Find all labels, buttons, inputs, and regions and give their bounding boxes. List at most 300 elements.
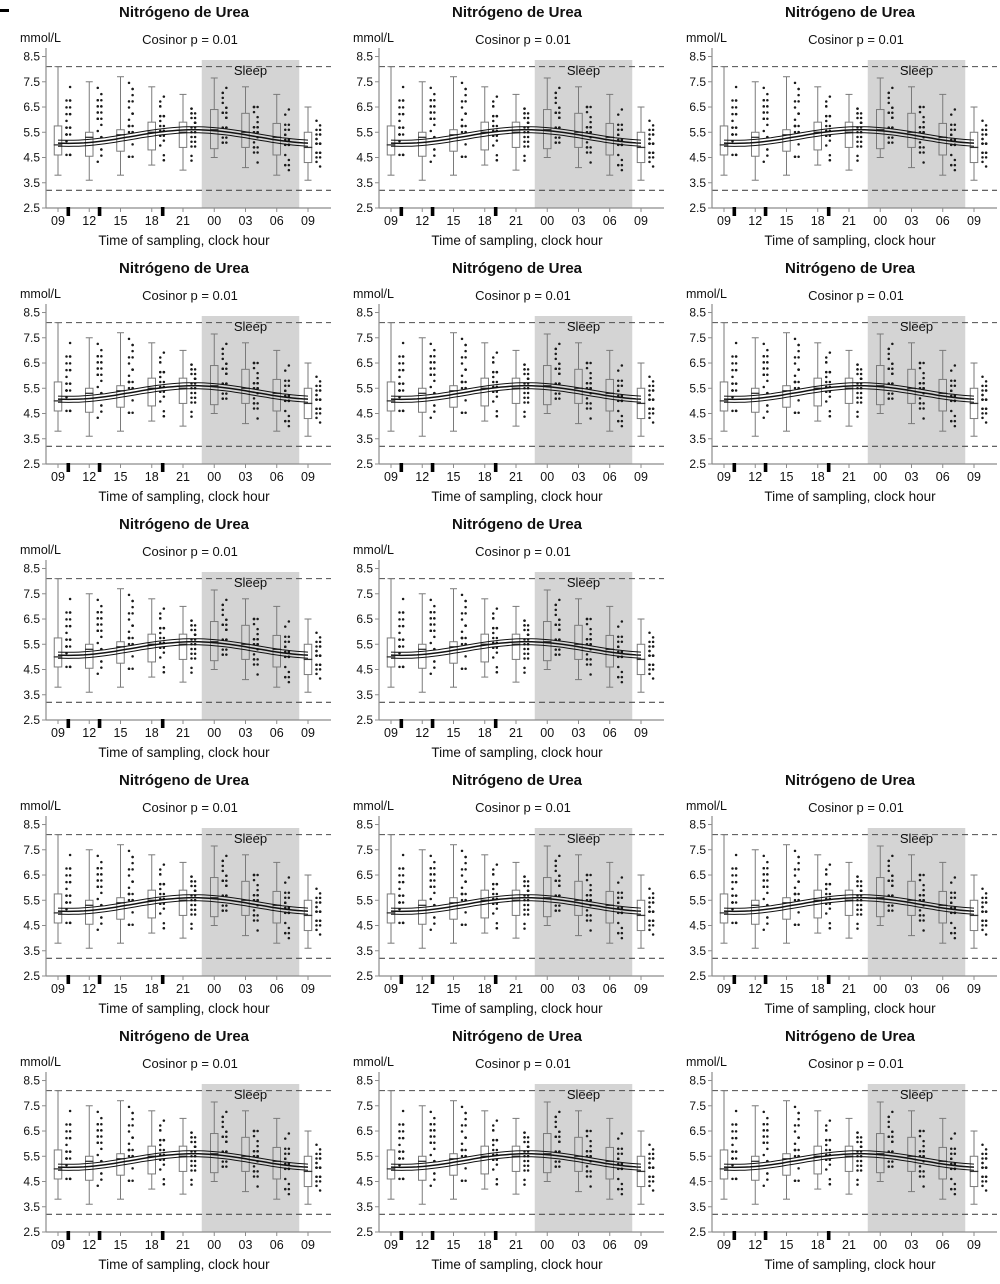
meal-mark [827, 207, 831, 216]
data-dot [829, 154, 832, 157]
data-dot [131, 143, 134, 146]
meal-mark [431, 719, 435, 728]
box [419, 1156, 427, 1180]
data-dot [256, 638, 259, 641]
chart-urea [666, 768, 999, 1024]
x-tick-label: 06 [602, 470, 617, 484]
data-dot [433, 861, 436, 864]
data-dot [652, 933, 655, 936]
data-dot [319, 910, 322, 913]
y-tick-label: 4.5 [23, 918, 40, 933]
data-dot [319, 389, 322, 392]
panel-title: Nitrógeno de Urea [784, 260, 916, 277]
data-dot [558, 884, 561, 887]
y-tick-label: 2.5 [356, 969, 373, 983]
chart-urea [333, 256, 666, 512]
data-dot [65, 120, 68, 123]
meal-mark [431, 207, 435, 216]
data-dot [225, 904, 228, 907]
data-dot [652, 924, 655, 927]
data-dot [981, 901, 984, 904]
data-dot [617, 384, 620, 387]
x-tick-label: 21 [509, 470, 523, 484]
data-dot [527, 396, 530, 399]
data-dot [190, 145, 193, 148]
data-dot [65, 638, 68, 641]
data-dot [430, 867, 433, 870]
data-dot [919, 111, 922, 114]
data-dot [430, 855, 433, 858]
data-dot [589, 121, 592, 124]
data-dot [523, 411, 526, 414]
data-dot [652, 398, 655, 401]
data-dot [284, 1188, 287, 1191]
data-dot [315, 142, 318, 145]
y-tick-label: 4.5 [689, 406, 706, 421]
unit-label: mmol/L [20, 287, 61, 301]
x-tick-label: 12 [748, 470, 763, 484]
data-dot [492, 888, 495, 891]
data-dot [888, 865, 891, 868]
data-dot [954, 1152, 957, 1155]
data-dot [65, 888, 68, 891]
data-dot [190, 112, 193, 115]
y-tick-label: 2.5 [23, 1225, 40, 1239]
data-dot [97, 673, 100, 676]
data-dot [617, 113, 620, 116]
data-dot [825, 1168, 828, 1171]
data-dot [589, 1185, 592, 1188]
data-dot [225, 884, 228, 887]
data-dot [555, 102, 558, 105]
data-dot [731, 1144, 734, 1147]
data-dot [981, 1153, 984, 1156]
data-dot [558, 392, 561, 395]
data-dot [888, 136, 891, 139]
data-dot [794, 893, 797, 896]
data-dot [163, 381, 166, 384]
data-dot [430, 87, 433, 90]
dot-column [856, 107, 862, 162]
data-dot [100, 148, 103, 151]
data-dot [621, 876, 624, 879]
data-dot [190, 107, 193, 110]
data-dot [856, 885, 859, 888]
data-dot [731, 133, 734, 136]
x-tick-label: 09 [717, 982, 731, 996]
data-dot [922, 146, 925, 149]
x-axis-title: Time of sampling, clock hour [98, 1001, 270, 1016]
data-dot [617, 1188, 620, 1191]
data-dot [954, 896, 957, 899]
data-dot [190, 155, 193, 158]
panel-urea [333, 256, 666, 517]
data-dot [65, 1178, 68, 1181]
data-dot [100, 117, 103, 120]
box [845, 890, 853, 915]
data-dot [735, 342, 738, 345]
data-dot [100, 1123, 103, 1126]
data-dot [225, 343, 228, 346]
data-dot [523, 629, 526, 632]
data-dot [589, 618, 592, 621]
data-dot [496, 671, 499, 674]
data-dot [433, 605, 436, 608]
data-dot [433, 1135, 436, 1138]
data-dot [766, 1135, 769, 1138]
data-dot [256, 106, 259, 109]
data-dot [985, 408, 988, 411]
data-dot [860, 392, 863, 395]
data-dot [131, 637, 134, 640]
data-dot [433, 111, 436, 114]
x-axis-title: Time of sampling, clock hour [431, 1257, 603, 1272]
data-dot [617, 1152, 620, 1155]
x-tick-label: 06 [935, 982, 950, 996]
data-dot [319, 408, 322, 411]
data-dot [128, 1143, 131, 1146]
data-dot [860, 112, 863, 115]
data-dot [648, 664, 651, 667]
data-dot [159, 912, 162, 915]
data-dot [225, 909, 228, 912]
data-dot [586, 111, 589, 114]
data-dot [100, 355, 103, 358]
data-dot [284, 625, 287, 628]
x-tick-label: 09 [301, 214, 315, 228]
data-dot [256, 1185, 259, 1188]
data-dot [128, 387, 131, 390]
data-dot [461, 874, 464, 877]
x-tick-label: 18 [144, 982, 159, 996]
data-dot [766, 154, 769, 157]
data-dot [985, 385, 988, 388]
data-dot [919, 126, 922, 128]
data-dot [225, 1111, 228, 1114]
x-tick-label: 00 [873, 982, 888, 996]
data-dot [766, 93, 769, 96]
data-dot [950, 410, 953, 413]
data-dot [922, 372, 925, 375]
meal-mark [67, 975, 71, 984]
x-tick-label: 09 [51, 982, 65, 996]
data-dot [829, 893, 832, 896]
data-dot [222, 368, 225, 371]
data-dot [398, 638, 401, 641]
y-tick-label: 8.5 [689, 1073, 706, 1088]
data-dot [284, 896, 287, 899]
box [86, 644, 94, 668]
data-dot [985, 933, 988, 936]
data-dot [159, 868, 162, 871]
data-dot [860, 908, 863, 911]
data-dot [464, 399, 467, 402]
data-dot [527, 140, 530, 143]
data-dot [523, 392, 526, 395]
data-dot [496, 666, 499, 669]
x-tick-label: 21 [176, 982, 190, 996]
x-tick-label: 09 [384, 726, 398, 740]
data-dot [194, 378, 197, 381]
x-tick-label: 06 [269, 1238, 284, 1252]
x-axis-title: Time of sampling, clock hour [764, 489, 936, 504]
data-dot [288, 1188, 291, 1191]
data-dot [256, 362, 259, 365]
data-dot [985, 1157, 988, 1160]
data-dot [163, 671, 166, 674]
data-dot [464, 155, 467, 158]
data-dot [159, 1129, 162, 1132]
data-dot [65, 99, 68, 102]
data-dot [319, 152, 322, 155]
data-dot [981, 910, 984, 913]
dot-column [523, 107, 529, 162]
data-dot [492, 1129, 495, 1132]
data-dot [190, 629, 193, 632]
dot-column [128, 850, 134, 926]
data-dot [433, 617, 436, 620]
y-tick-label: 3.5 [23, 687, 40, 702]
data-dot [128, 100, 131, 103]
data-dot [190, 1164, 193, 1167]
data-dot [527, 1136, 530, 1139]
data-dot [825, 115, 828, 118]
data-dot [97, 885, 100, 888]
y-tick-label: 3.5 [356, 175, 373, 190]
data-dot [131, 923, 134, 926]
data-dot [829, 125, 832, 128]
chart-urea [333, 1024, 666, 1280]
data-dot [163, 371, 166, 374]
data-dot [492, 893, 495, 896]
data-dot [315, 641, 318, 644]
data-dot [763, 867, 766, 870]
x-tick-label: 15 [113, 726, 128, 740]
data-dot [621, 169, 624, 172]
data-dot [981, 929, 984, 932]
data-dot [523, 880, 526, 883]
data-dot [860, 396, 863, 399]
x-tick-label: 09 [301, 470, 315, 484]
data-dot [194, 890, 197, 893]
data-dot [523, 415, 526, 418]
data-dot [461, 893, 464, 896]
data-dot [919, 909, 922, 912]
cosinor-p-label: Cosinor p = 0.01 [475, 1056, 571, 1071]
y-tick-label: 7.5 [23, 1098, 40, 1113]
data-dot [284, 891, 287, 894]
data-dot [464, 606, 467, 609]
data-dot [461, 1124, 464, 1127]
data-dot [128, 106, 131, 109]
panel-title: Nitrógeno de Urea [118, 260, 250, 277]
data-dot [253, 407, 256, 410]
data-dot [829, 395, 832, 398]
data-dot [586, 638, 589, 641]
empty-cell [666, 512, 1000, 768]
data-dot [288, 937, 291, 940]
data-dot [763, 111, 766, 114]
data-dot [825, 888, 828, 891]
data-dot [617, 410, 620, 413]
panel-title: Nitrógeno de Urea [451, 260, 583, 277]
y-tick-label: 7.5 [689, 330, 706, 345]
y-tick-label: 5.5 [23, 1149, 40, 1164]
y-tick-label: 6.5 [689, 1124, 706, 1139]
data-dot [288, 379, 291, 382]
data-dot [985, 165, 988, 168]
data-dot [586, 1130, 589, 1133]
data-dot [492, 1168, 495, 1171]
data-dot [648, 654, 651, 657]
data-dot [433, 1123, 436, 1126]
data-dot [194, 145, 197, 148]
data-dot [222, 392, 225, 395]
data-dot [69, 598, 72, 601]
panel-urea [666, 256, 1000, 517]
data-dot [256, 116, 259, 119]
data-dot [464, 1124, 467, 1127]
data-dot [621, 384, 624, 387]
data-dot [433, 410, 436, 413]
data-dot [100, 922, 103, 925]
dot-column [461, 82, 467, 158]
data-dot [589, 146, 592, 149]
data-dot [65, 113, 68, 116]
data-dot [648, 129, 651, 132]
data-dot [256, 658, 259, 661]
data-dot [981, 375, 984, 378]
data-dot [621, 927, 624, 930]
data-dot [433, 373, 436, 376]
data-dot [555, 368, 558, 371]
data-dot [621, 937, 624, 940]
data-dot [558, 855, 561, 858]
data-dot [981, 1166, 984, 1169]
x-axis-title: Time of sampling, clock hour [98, 1257, 270, 1272]
y-tick-label: 7.5 [356, 586, 373, 601]
data-dot [131, 399, 134, 402]
data-dot [735, 1157, 738, 1160]
data-dot [922, 402, 925, 405]
data-dot [555, 904, 558, 907]
data-dot [794, 356, 797, 359]
data-dot [433, 361, 436, 364]
data-dot [985, 421, 988, 424]
data-dot [288, 1152, 291, 1155]
cosinor-p-label: Cosinor p = 0.01 [142, 800, 238, 815]
data-dot [433, 916, 436, 919]
data-dot [315, 138, 318, 141]
data-dot [398, 874, 401, 877]
x-tick-label: 15 [446, 982, 461, 996]
x-tick-label: 09 [384, 1238, 398, 1252]
data-dot [402, 598, 405, 601]
data-dot [648, 901, 651, 904]
data-dot [398, 1178, 401, 1181]
data-dot [253, 382, 256, 385]
data-dot [523, 401, 526, 404]
data-dot [763, 105, 766, 108]
data-dot [860, 136, 863, 139]
data-dot [919, 914, 922, 917]
y-tick-label: 7.5 [356, 330, 373, 345]
y-tick-label: 4.5 [356, 150, 373, 165]
data-dot [315, 1180, 318, 1183]
data-dot [829, 907, 832, 910]
data-dot [128, 887, 131, 890]
data-dot [766, 373, 769, 376]
data-dot [985, 1176, 988, 1179]
data-dot [589, 638, 592, 641]
data-dot [433, 1172, 436, 1175]
data-dot [888, 1136, 891, 1139]
data-dot [256, 407, 259, 410]
data-dot [398, 410, 401, 413]
meal-mark [400, 719, 404, 728]
data-dot [65, 362, 68, 365]
data-dot [190, 648, 193, 651]
data-dot [461, 1179, 464, 1182]
data-dot [648, 1166, 651, 1169]
data-dot [253, 126, 256, 128]
x-tick-label: 15 [113, 1238, 128, 1252]
data-dot [65, 874, 68, 877]
data-dot [860, 1141, 863, 1144]
data-dot [288, 896, 291, 899]
x-axis-title: Time of sampling, clock hour [764, 233, 936, 248]
y-tick-label: 3.5 [689, 175, 706, 190]
data-dot [981, 142, 984, 145]
data-dot [159, 893, 162, 896]
data-dot [225, 624, 228, 627]
x-tick-label: 09 [634, 982, 648, 996]
y-tick-label: 8.5 [356, 49, 373, 64]
data-dot [589, 633, 592, 636]
data-dot [284, 123, 287, 126]
data-dot [586, 141, 589, 144]
box [512, 890, 520, 915]
data-dot [433, 124, 436, 127]
data-dot [315, 654, 318, 657]
data-dot [315, 1162, 318, 1165]
data-dot [253, 402, 256, 405]
data-dot [159, 617, 162, 620]
data-dot [621, 620, 624, 623]
data-dot [492, 120, 495, 123]
data-dot [288, 681, 291, 684]
dot-column [461, 594, 467, 670]
data-dot [856, 373, 859, 376]
data-dot [586, 1150, 589, 1153]
data-dot [981, 389, 984, 392]
data-dot [621, 159, 624, 162]
x-tick-labels [384, 975, 648, 996]
x-tick-label: 03 [904, 470, 919, 484]
data-dot [100, 124, 103, 127]
meal-mark [827, 463, 831, 472]
data-dot [891, 880, 894, 883]
data-dot [190, 652, 193, 655]
data-dot [797, 350, 800, 353]
data-dot [430, 1111, 433, 1114]
data-dot [589, 919, 592, 922]
data-dot [461, 868, 464, 871]
x-tick-labels [384, 719, 648, 740]
y-tick-label: 3.5 [356, 943, 373, 958]
box [179, 890, 187, 915]
data-dot [464, 350, 467, 353]
